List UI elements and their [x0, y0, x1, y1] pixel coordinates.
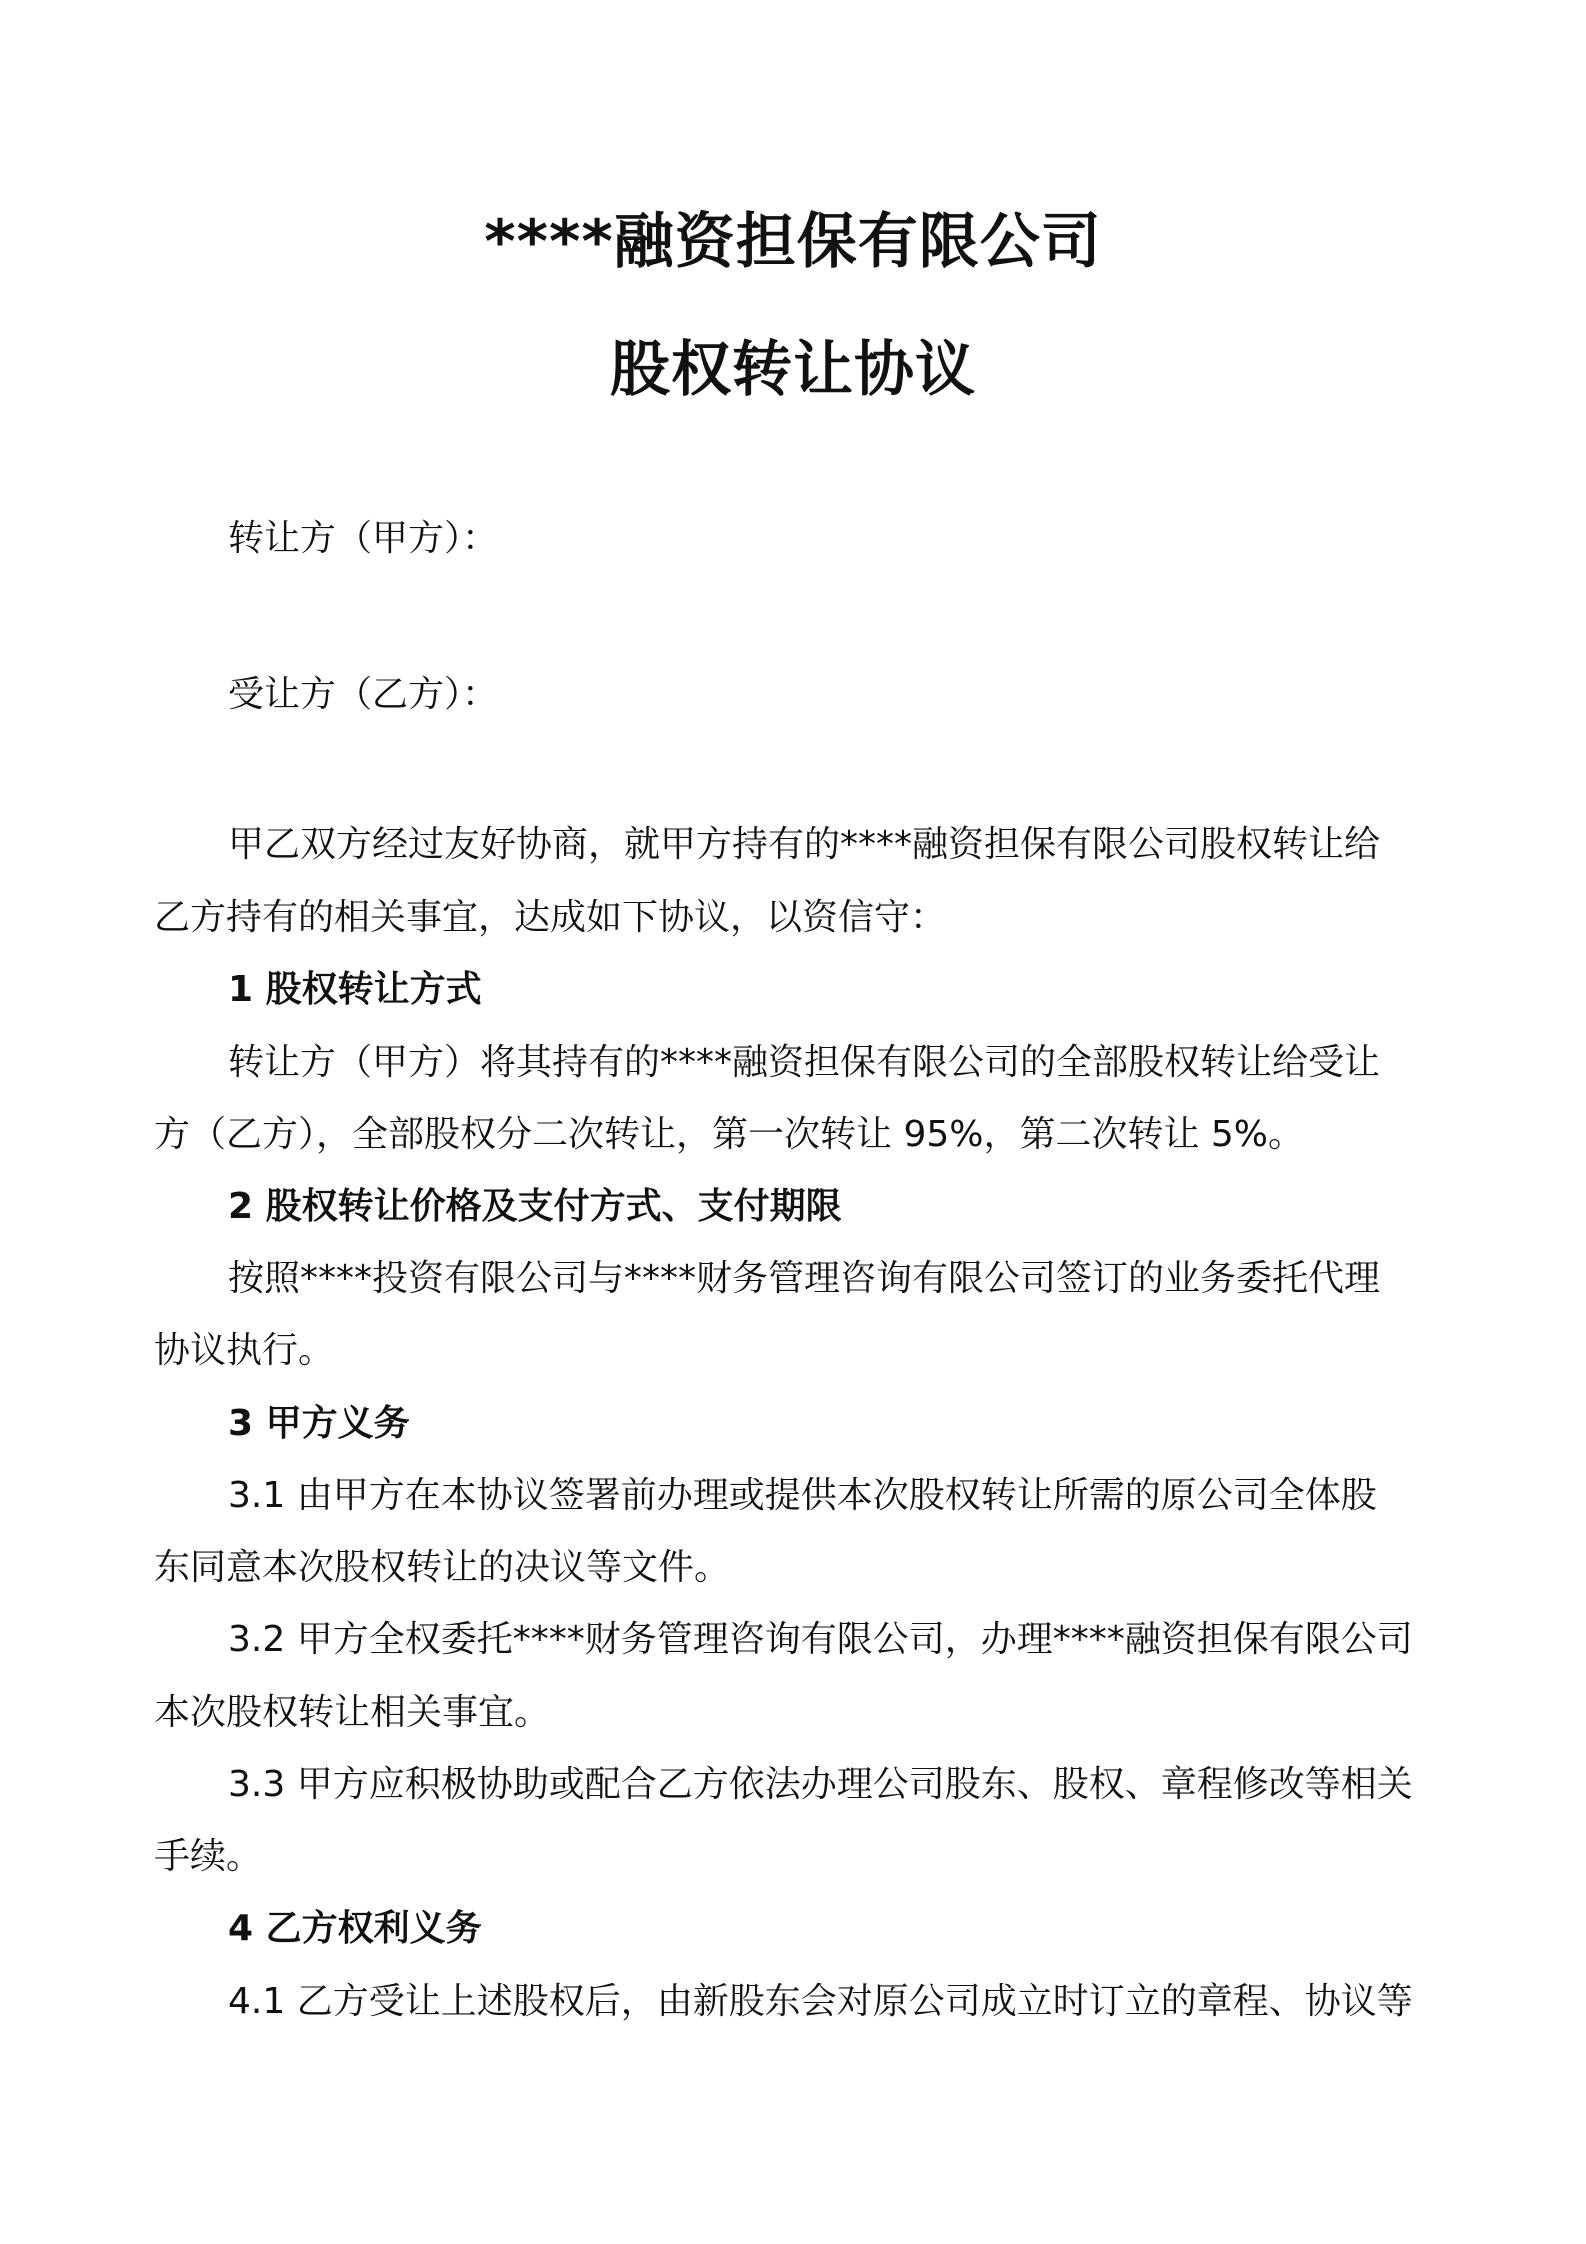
document-title-company: ****融资担保有限公司: [484, 207, 1102, 277]
section-4-heading: 4 乙方权利义务: [228, 1908, 482, 1949]
transferee-label: 受让方（乙方）：: [228, 674, 499, 715]
transferor-label: 转让方（甲方）：: [228, 518, 499, 559]
section-2-heading: 2 股权转让价格及支付方式、支付期限: [228, 1186, 842, 1227]
clause-3-1-line-1: 3.1 由甲方在本协议签署前办理或提供本次股权转让所需的原公司全体股: [228, 1475, 1377, 1516]
section-3-heading: 3 甲方义务: [228, 1403, 410, 1444]
clause-3-3-line-1: 3.3 甲方应积极协助或配合乙方依法办理公司股东、股权、章程修改等相关: [228, 1764, 1413, 1805]
clause-3-2-line-1: 3.2 甲方全权委托****财务管理咨询有限公司，办理****融资担保有限公司: [228, 1619, 1413, 1660]
clause-3-2-line-2: 本次股权转让相关事宜。: [154, 1692, 551, 1733]
intro-line-1: 甲乙双方经过友好协商，就甲方持有的****融资担保有限公司股权转让给: [228, 824, 1381, 865]
clause-4-1-line-1: 4.1 乙方受让上述股权后，由新股东会对原公司成立时订立的章程、协议等: [228, 1981, 1413, 2022]
section-1-line-2: 方（乙方），全部股权分二次转让，第一次转让 95%，第二次转让 5%。: [154, 1114, 1305, 1155]
intro-line-2: 乙方持有的相关事宜，达成如下协议，以资信守：: [154, 897, 947, 938]
section-2-line-1: 按照****投资有限公司与****财务管理咨询有限公司签订的业务委托代理: [228, 1258, 1381, 1299]
clause-3-3-line-2: 手续。: [154, 1836, 263, 1877]
section-1-line-1: 转让方（甲方）将其持有的****融资担保有限公司的全部股权转让给受让: [228, 1042, 1381, 1083]
section-1-heading: 1 股权转让方式: [228, 969, 482, 1010]
document-title-agreement: 股权转让协议: [610, 335, 976, 405]
section-2-line-2: 协议执行。: [154, 1330, 335, 1371]
clause-3-1-line-2: 东同意本次股权转让的决议等文件。: [154, 1547, 731, 1588]
